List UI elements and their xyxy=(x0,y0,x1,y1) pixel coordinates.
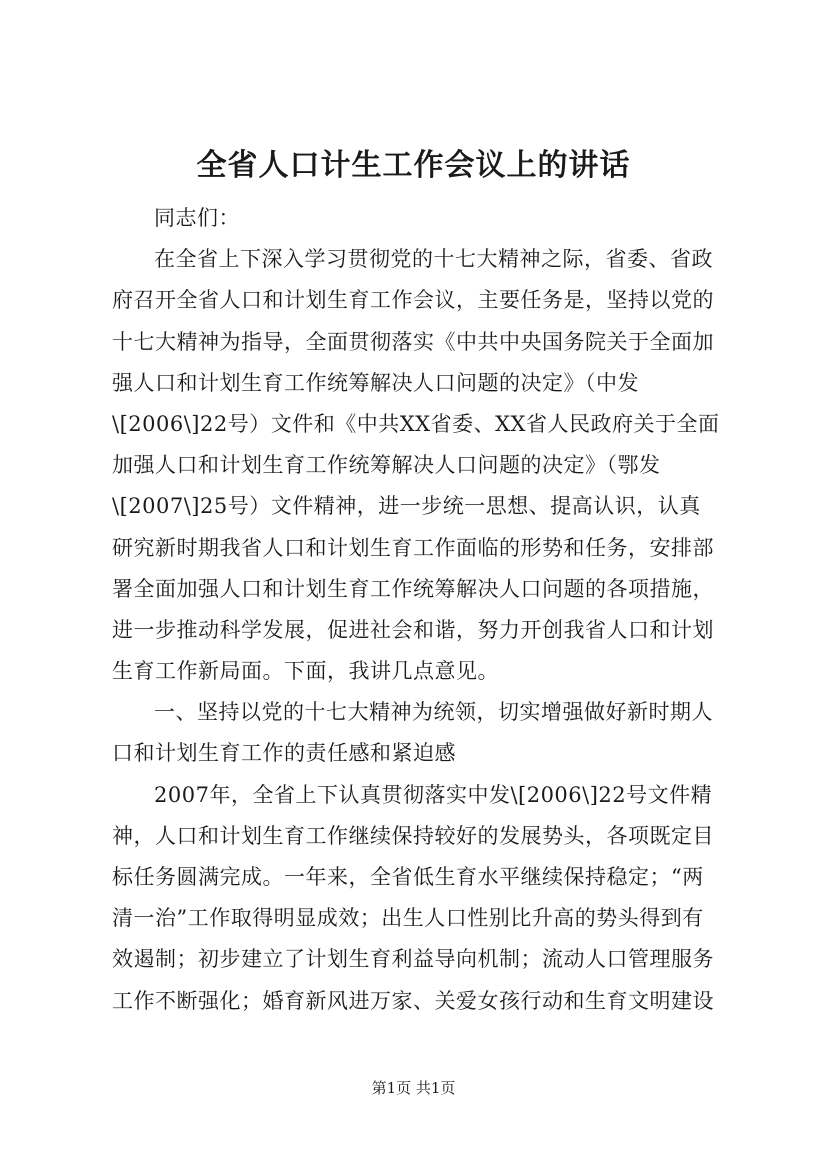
paragraph-line: 加强人口和计划生育工作统筹解决人口问题的决定》（鄂发 xyxy=(112,453,661,478)
salutation-line: 同志们： xyxy=(154,206,240,230)
section-heading-line: 口和计划生育工作的责任感和紧迫感 xyxy=(112,741,456,766)
paragraph-line: 十七大精神为指导，全面贯彻落实《中共中央国务院关于全面加 xyxy=(112,329,714,354)
section-heading-line: 一、坚持以党的十七大精神为统领，切实增强做好新时期人 xyxy=(154,700,713,725)
paragraph-line: 署全面加强人口和计划生育工作统筹解决人口问题的各项措施， xyxy=(112,576,714,601)
paragraph-line: 标任务圆满完成。一年来，全省低生育水平继续保持稳定；“两 xyxy=(112,865,704,889)
page-number-footer: 第1页 共1页 xyxy=(371,1079,456,1097)
document-body xyxy=(112,198,732,1022)
paragraph-line: 清一治”工作取得明显成效；出生人口性别比升高的势头得到有 xyxy=(112,906,704,931)
paragraph-line: 研究新时期我省人口和计划生育工作面临的形势和任务，安排部 xyxy=(112,535,714,560)
paragraph-line: 府召开全省人口和计划生育工作会议，主要任务是，坚持以党的 xyxy=(112,288,714,313)
paragraph-line: 进一步推动科学发展，促进社会和谐，努力开创我省人口和计划 xyxy=(112,617,714,642)
paragraph-line: 神，人口和计划生育工作继续保持较好的发展势头，各项既定目 xyxy=(112,823,714,848)
paragraph-line: 在全省上下深入学习贯彻党的十七大精神之际，省委、省政 xyxy=(154,247,713,272)
paragraph-line: 强人口和计划生育工作统筹解决人口问题的决定》（中发 xyxy=(112,370,639,395)
document-title: 全省人口计生工作会议上的讲话 xyxy=(196,148,631,183)
paragraph-line: \[2006\]22号）文件和《中共XX省委、XX省人民政府关于全面 xyxy=(112,411,720,436)
paragraph-line: 2007年，全省上下认真贯彻落实中发\[2006\]22号文件精 xyxy=(154,782,713,807)
paragraph-line: 效遏制；初步建立了计划生育利益导向机制；流动人口管理服务 xyxy=(112,947,714,972)
paragraph-line: 工作不断强化；婚育新风进万家、关爱女孩行动和生育文明建设 xyxy=(112,988,714,1013)
paragraph-line: \[2007\]25号）文件精神，进一步统一思想、提高认识，认真 xyxy=(112,494,701,519)
paragraph-line: 生育工作新局面。下面，我讲几点意见。 xyxy=(112,659,499,684)
